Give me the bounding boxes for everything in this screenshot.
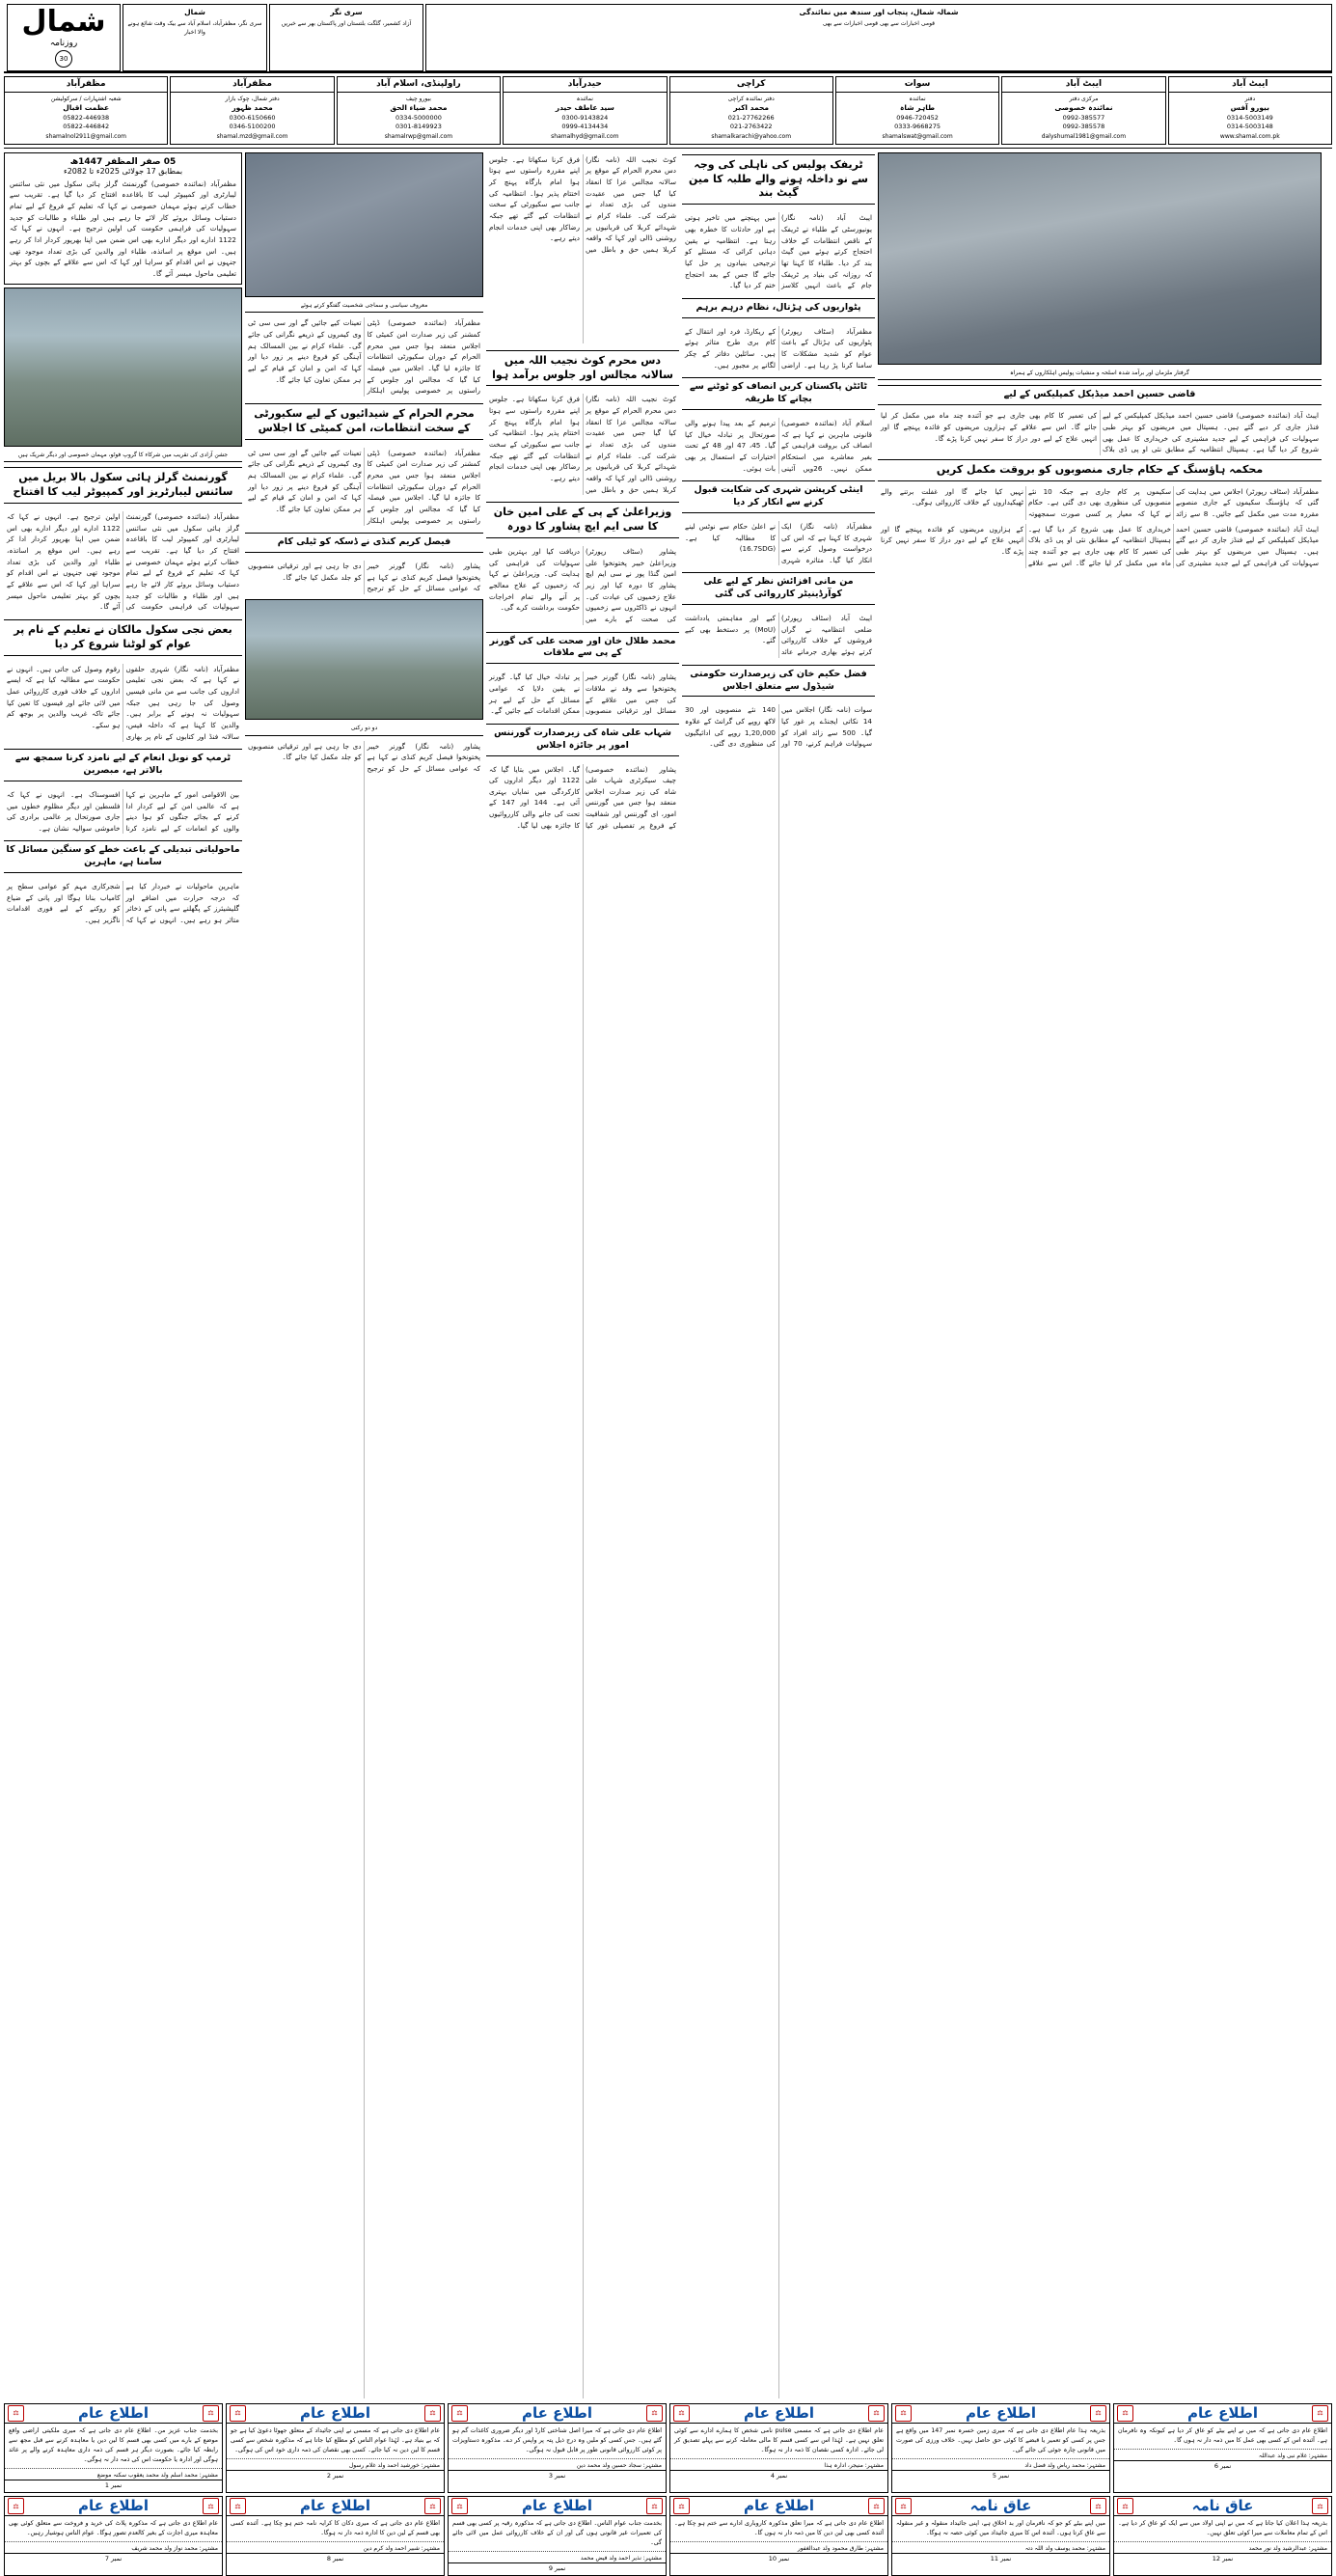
- office-phone-2: 05822-446842: [63, 123, 110, 131]
- office-email: dalyshumal1981@gmail.com: [1041, 132, 1127, 140]
- newspaper-logo: [7, 4, 121, 71]
- masthead-col3-head: شمالہ شمال، پنجاب اور سندھ میں نمائندگی: [799, 8, 959, 16]
- notice-card: [891, 2403, 1110, 2493]
- article-governor-meeting: پشاور (نامہ نگار) گورنر خیبر پختونخوا سے وفد نے ملاقات کی جس میں علاقے کے مسائل اور ترقیاتی منصوبوں پر تبادلہ خیال کیا گیا۔ گورنر نے یقین دلایا کہ عوامی مسائل کے حل کے لیے ہر ممکن اقدامات کیے جائیں گے۔: [489, 672, 676, 716]
- office-sub: دفتر: [1244, 96, 1256, 103]
- notice-number: نمبر 3: [449, 2470, 666, 2480]
- office-card: [835, 76, 999, 145]
- notice-number: نمبر 1: [5, 2480, 222, 2489]
- notice-body: اطلاع عام دی جاتی ہے کہ میں نے اپنے بیٹے کو عاق کر دیا ہے کیونکہ وہ نافرمان ہے۔ آئندہ اس کے کسی بھی عمل کا میں ذمہ دار نہ ہوں گا۔: [1118, 2426, 1327, 2444]
- issue-date: بمطابق 17 جولائی 2025ء تا 2082ء: [63, 166, 183, 176]
- seal-icon: ⚖: [8, 2405, 24, 2422]
- article-housing-dept: مظفرآباد (سٹاف رپورٹر) اجلاس میں ہدایت کی گئی کہ ہاؤسنگ سکیموں کے جاری منصوبے مقررہ مدت میں مکمل کیے جائیں۔ 8 سے زائد سکیموں پر کام جاری ہے جبکہ 10 نئے منصوبوں کی منظوری بھی دی گئی ہے۔ حکام نے کہا کہ معیار پر کسی صورت سمجھوتہ نہیں کیا جائے گا اور غفلت برتنے والے ٹھیکیداروں کے خلاف کارروائی ہوگی۔: [881, 486, 1319, 519]
- article-column2-tail: پشاور (نامہ نگار) گورنر خیبر پختونخوا فیصل کریم کنڈی نے کہا ہے کہ عوامی مسائل کے حل کو ترجیح دی جا رہی ہے اور ترقیاتی منصوبوں کو جلد مکمل کیا جائے گا۔: [248, 741, 480, 774]
- seal-icon: ⚖: [1117, 2405, 1133, 2422]
- seal-icon: ⚖: [868, 2405, 885, 2422]
- notice-header: [449, 2404, 666, 2424]
- notice-number: نمبر 12: [1114, 2553, 1331, 2562]
- notices-row-1: [4, 2403, 1332, 2493]
- article-col5-filler: ایبٹ آباد (نمائندہ خصوصی) قاضی حسین احمد میڈیکل کمپلیکس کے لیے فنڈز جاری کر دیے گئے ہیں۔ ہسپتال میں مریضوں کو بہتر طبی سہولیات کی فراہمی کے لیے جدید مشینری کی خریداری کا عمل بھی شروع کر دیا گیا ہے۔ ہسپتال انتظامیہ کے مطابق نئی او پی ڈی بلاک کی تعمیر کا کام بھی جاری ہے جو آئندہ چند ماہ میں مکمل کر لیا جائے گا۔ اس سے علاقے کے ہزاروں مریضوں کو فائدہ پہنچے گا اور انہیں علاج کے لیے دور دراز کا سفر نہیں کرنا پڑے گا۔: [881, 524, 1319, 567]
- headline-school-labs: گورنمنٹ گرلز ہائی سکول بالا بریل میں سائنس لیبارٹریز اور کمپیوٹر لیب کا افتتاح: [4, 467, 242, 504]
- office-card: [1168, 76, 1332, 145]
- seal-icon: ⚖: [203, 2498, 219, 2514]
- office-name: عظمت اقبال: [63, 103, 110, 113]
- masthead-col2-head: سری نگر: [330, 8, 363, 16]
- office-name: نمائندہ خصوصی: [1054, 103, 1113, 113]
- headline-climate: ماحولیاتی تبدیلی کے باعث خطے کو سنگین مسائل کا سامنا ہے، ماہرین: [4, 840, 242, 873]
- column-3: [486, 152, 679, 2400]
- logo-title: شمال: [21, 5, 106, 39]
- office-phone-2: 0301-8149923: [395, 123, 442, 131]
- office-name: بیورو آفس: [1230, 103, 1269, 113]
- notice-title: اطلاع عام: [521, 2404, 592, 2423]
- notice-header: [227, 2497, 444, 2516]
- office-phone: 021-27762266: [727, 113, 775, 122]
- seal-icon: ⚖: [451, 2498, 468, 2514]
- issue-hijri: 05 صفر المظفر 1447ھ: [69, 156, 177, 167]
- notice-number: نمبر 6: [1114, 2460, 1331, 2470]
- notice-body: اطلاع عام دی جاتی ہے کہ میرا تعلق مذکورہ کاروباری ادارے سے ختم ہو چکا ہے۔ آئندہ کسی بھی لین دین کا میں ذمہ دار نہ ہوں گا۔: [674, 2520, 884, 2537]
- notice-advertiser: مشتہر: خورشید احمد ولد غلام رسول: [227, 2458, 444, 2470]
- notice-title: اطلاع عام: [743, 2404, 814, 2423]
- notice-body: عام اطلاع دی جاتی ہے کہ مسمی نے اپنی جائیداد کے متعلق جھوٹا دعویٰ کیا ہے جو کہ بے بنیاد ہے۔ لہٰذا عوام الناس کو مطلع کیا جاتا ہے کہ مذکورہ شخص سے کسی قسم کا لین دین نہ کیا جائے۔ کسی بھی نقصان کی ذمہ داری خود اس کی ہوگی۔: [231, 2426, 440, 2453]
- headline-governance-review: شہاب علی شاہ کی زیرصدارت گورننس امور پر جائزہ اجلاس: [486, 724, 679, 756]
- notice-advertiser: مشتہر: غلام نبی ولد عبداللہ: [1114, 2449, 1331, 2460]
- notice-header: [449, 2497, 666, 2516]
- notice-number: نمبر 9: [449, 2562, 666, 2572]
- office-sub: مرکزی دفتر: [1069, 96, 1099, 103]
- office-card: [337, 76, 501, 145]
- notice-header: [670, 2404, 887, 2424]
- notice-header: [1114, 2404, 1331, 2424]
- office-city: مظفرآباد: [5, 77, 167, 93]
- headline-governor-meeting: محمد طلال خان اور صحت علی کی گورنر کے پی سے ملاقات: [486, 632, 679, 665]
- office-phone: 0300-9143824: [561, 113, 609, 122]
- headline-anticorruption: اینٹی کرپشن شہری کی شکایت قبول کرنے سے انکار کر دیا: [682, 480, 875, 513]
- photo-caption: معروف سیاسی و سماجی شخصیت گفتگو کرتے ہوئے: [245, 300, 483, 314]
- seal-icon: ⚖: [424, 2405, 441, 2422]
- office-phone-2: 021-2763422: [729, 123, 773, 131]
- main-content-grid: [4, 152, 1332, 2400]
- notice-advertiser: مشتہر: شبیر احمد ولد کرم دین: [227, 2541, 444, 2553]
- article-nobel-trump: بین الاقوامی امور کے ماہرین نے کہا ہے کہ عالمی امن کے لیے کردار ادا کرنے کے بجائے جنگوں کو ہوا دینے والوں کو انعامات کے لیے نامزد کرنا افسوسناک ہے۔ انہوں نے کہا کہ فلسطین اور دیگر مظلوم خطوں میں جاری صورتحال پر عالمی برادری کی خاموشی سوالیہ نشان ہے۔: [7, 789, 239, 833]
- headline-patwari-strike: پٹواریوں کی ہڑتال، نظام درہم برہم: [682, 298, 875, 318]
- editorial-text: مظفرآباد (نمائندہ خصوصی) گورنمنٹ گرلز ہائی سکول میں نئی سائنس لیبارٹری اور کمپیوٹر لیب کا باقاعدہ افتتاح کر دیا گیا ہے۔ تقریب سے خطاب کرتے ہوئے مہمان خصوصی نے کہا کہ تعلیم کے فروغ کے لیے تمام دستیاب وسائل بروئے کار لائے جا رہے ہیں اور طلباء و طالبات کو جدید سہولیات کی فراہمی حکومت کی اولین ترجیح ہے۔ انہوں نے کہا کہ 1122 ادارے اور دیگر ادارے بھی اس ضمن میں اپنا بھرپور کردار ادا کر رہے ہیں۔ اس موقع پر اساتذہ، طلباء اور والدین کی بڑی تعداد موجود تھی جنہوں نے اس اقدام کو سراہا اور کہا کہ اس سے علاقے کے بچوں کو بہتر تعلیمی ماحول میسر آئے گا۔: [10, 178, 236, 279]
- notice-title: اطلاع عام: [965, 2404, 1036, 2423]
- office-card: [669, 76, 833, 145]
- notice-card: [4, 2403, 223, 2493]
- notice-number: نمبر 4: [670, 2470, 887, 2480]
- seal-icon: ⚖: [646, 2405, 663, 2422]
- notice-card: [226, 2496, 445, 2576]
- notice-card: [226, 2403, 445, 2493]
- photo-caption-two-member: دو دو رکنی: [245, 723, 483, 736]
- masthead-column-3: [425, 4, 1332, 71]
- article-school-labs: مظفرآباد (نمائندہ خصوصی) گورنمنٹ گرلز ہائی سکول میں نئی سائنس لیبارٹری اور کمپیوٹر لیب کا باقاعدہ افتتاح کر دیا گیا ہے۔ تقریب سے خطاب کرتے ہوئے مہمان خصوصی نے کہا کہ تعلیم کے فروغ کے لیے تمام دستیاب وسائل بروئے کار لائے جا رہے ہیں اور طلباء و طالبات کو جدید سہولیات کی فراہمی حکومت کی اولین ترجیح ہے۔ انہوں نے کہا کہ 1122 ادارے اور دیگر ادارے بھی اس ضمن میں اپنا بھرپور کردار ادا کر رہے ہیں۔ اس موقع پر اساتذہ، طلباء اور والدین کی بڑی تعداد موجود تھی جنہوں نے اس اقدام کو سراہا اور کہا کہ اس سے علاقے کے بچوں کو بہتر تعلیمی ماحول میسر آئے گا۔: [7, 512, 239, 612]
- headline-private-schools: بعض نجی سکول مالکان نے تعلیم کے نام پر عوام کو لوٹنا شروع کر دیا: [4, 619, 242, 656]
- office-email: shamalnol2911@gmail.com: [45, 132, 126, 140]
- notice-card: [448, 2496, 667, 2576]
- notice-body: اطلاع عام دی جاتی ہے کہ میرا اصل شناختی کارڈ اور دیگر ضروری کاغذات گم ہو گئے ہیں۔ جس کسی کو ملیں وہ درج ذیل پتہ پر واپس کر دے۔ مذکورہ دستاویزات پر کوئی کارروائی قانونی طور پر قابل قبول نہ ہوگی۔: [452, 2426, 662, 2453]
- notice-title: اطلاع عام: [77, 2404, 149, 2423]
- headline-kundi-telecom: فیصل کریم کنڈی نے ڈسکہ کو ٹیلی کام: [245, 533, 483, 553]
- article-anticorruption: مظفرآباد (نامہ نگار) ایک شہری کا کہنا ہے کہ اس کی درخواست وصول کرنے سے انکار کیا گیا۔ متاثرہ شہری نے اعلیٰ حکام سے نوٹس لینے کا مطالبہ کیا ہے۔ (16.7SDG): [685, 521, 872, 564]
- office-phone-2: 0992-385578: [1062, 123, 1105, 131]
- notice-body: عام اطلاع دی جاتی ہے کہ مسمی pulse نامی شخص کا ہمارے ادارے سے کوئی تعلق نہیں ہے۔ لہٰذا اس سے کسی قسم کا مالی معاملہ کرنے سے پہلے تصدیق کر لی جائے۔ ادارہ کسی نقصان کا ذمہ دار نہ ہوگا۔: [674, 2426, 884, 2453]
- notice-advertiser: مشتہر: محمد ریاض ولد فضل داد: [892, 2458, 1109, 2470]
- photo-portrait-politician: [245, 152, 483, 297]
- office-city: ایبٹ آباد: [1002, 77, 1164, 93]
- office-phone-2: 0346-5100200: [229, 123, 276, 131]
- notice-header: [5, 2497, 222, 2516]
- notice-header: [892, 2404, 1109, 2424]
- photo-police-seizure: [878, 152, 1322, 365]
- seal-icon: ⚖: [673, 2405, 690, 2422]
- column-2: [245, 152, 483, 2400]
- masthead-column-1: [123, 4, 267, 71]
- masthead: [4, 4, 1332, 73]
- office-sub: دفتر شمال، چوک بازار: [225, 96, 280, 103]
- office-phone-2: 0314-5003148: [1226, 123, 1273, 131]
- issue-dateline-box: [4, 152, 242, 285]
- office-phone-2: 0333-9668275: [894, 123, 941, 131]
- seal-icon: ⚖: [1312, 2405, 1328, 2422]
- notice-card: [669, 2496, 888, 2576]
- office-name: محمد اکبر: [733, 103, 770, 113]
- column-5: [878, 152, 1322, 2400]
- seal-icon: ⚖: [1117, 2498, 1133, 2514]
- article-traffic-police: ایبٹ آباد (نامہ نگار) یونیورسٹی کے طلباء نے ٹریفک کے ناقص انتظامات کے خلاف احتجاج کرتے ہوئے مین گیٹ بند کر دیا۔ طلباء کا کہنا تھا کہ روزانہ کی بنیاد پر ٹریفک جام کے باعث انہیں کلاسز میں پہنچنے میں تاخیر ہوتی ہے اور حادثات کا خطرہ بھی رہتا ہے۔ انتظامیہ نے یقین دہانی کرائی کہ مسئلے کو ترجیحی بنیادوں پر حل کیا جائے گا جس کے بعد احتجاج ختم کر دیا گیا۔: [685, 213, 872, 290]
- logo-subtitle: روزنامہ: [49, 39, 78, 48]
- notice-card: [669, 2403, 888, 2493]
- notice-title: عاق نامہ: [1191, 2497, 1254, 2515]
- photo-caption: گرفتار ملزمان اور برآمد شدہ اسلحہ و منشیات پولیس اہلکاروں کے ہمراہ: [878, 368, 1322, 381]
- seal-icon: ⚖: [203, 2405, 219, 2422]
- article-col3-top: کوٹ نجیب اللہ (نامہ نگار) دس محرم الحرام کے موقع پر سالانہ مجالس عزا کا انعقاد کیا گیا جس میں عقیدت مندوں کی بڑی تعداد نے شرکت کی۔ علماء کرام نے شہدائے کربلا کی قربانیوں پر روشنی ڈالی اور کہا کہ واقعہ کربلا ہمیں حق و باطل میں فرق کرنا سکھاتا ہے۔ جلوس اپنے مقررہ راستوں سے ہوتا ہوا امام بارگاہ پہنچ کر اختتام پذیر ہوا۔ انتظامیہ کی جانب سے سکیورٹی کے سخت انتظامات کیے گئے تھے جبکہ رضاکار بھی اپنی خدمات انجام دیتے رہے۔: [489, 154, 676, 255]
- notice-title: اطلاع عام: [1186, 2404, 1258, 2423]
- article-muharram-security: مظفرآباد (نمائندہ خصوصی) ڈپٹی کمشنر کی زیر صدارت امن کمیٹی کا اجلاس منعقد ہوا جس میں محرم الحرام کے دوران سکیورٹی انتظامات کا جائزہ لیا گیا۔ اجلاس میں فیصلہ کیا گیا کہ مجالس اور جلوس کے راستوں پر خصوصی پولیس اہلکار تعینات کیے جائیں گے اور سی سی ٹی وی کیمروں کے ذریعے نگرانی کی جائے گی۔ علماء کرام نے بین المسالک ہم آہنگی کو فروغ دینے پر زور دیا اور کہا کہ امن و امان کے قیام کے لیے ہر ممکن تعاون کیا جائے گا۔: [248, 448, 480, 525]
- office-card: [170, 76, 334, 145]
- office-city: کراچی: [670, 77, 832, 93]
- office-email: shamal.mzd@gmail.com: [216, 132, 288, 140]
- seal-icon: ⚖: [868, 2498, 885, 2514]
- notice-body: بذریعہ ہذا عام اطلاع دی جاتی ہے کہ میری زمین خسرہ نمبر 147 میں واقع ہے جس پر کسی کو تعمیر یا قبضے کا کوئی حق حاصل نہیں۔ خلاف ورزی کی صورت میں قانونی چارہ جوئی کی جائے گی۔: [896, 2426, 1106, 2453]
- office-phone: 0334-5000000: [395, 113, 442, 122]
- office-city: راولپنڈی، اسلام آباد: [338, 77, 500, 93]
- notice-number: نمبر 2: [227, 2470, 444, 2480]
- article-cm-cmh-visit: پشاور (سٹاف رپورٹر) وزیراعلیٰ خیبر پختونخوا علی امین گنڈا پور نے سی ایم ایچ پشاور کا دورہ کیا اور زیر علاج زخمیوں کی عیادت کی۔ انہوں نے ڈاکٹروں سے زخمیوں کی صحت کے بارے میں دریافت کیا اور بہترین طبی سہولیات کی فراہمی کی ہدایت کی۔ وزیراعلیٰ نے کہا کہ زخمیوں کے علاج معالجے پر آنے والے تمام اخراجات حکومت برداشت کرے گی۔: [489, 547, 676, 623]
- article-price-control: ایبٹ آباد (سٹاف رپورٹر) ضلعی انتظامیہ نے گراں فروشوں کے خلاف کارروائی کرتے ہوئے بھاری جرمانے عائد کیے اور مفاہمتی یادداشت (MoU) پر دستخط بھی کیے گئے۔: [685, 614, 872, 657]
- notice-number: نمبر 7: [5, 2553, 222, 2562]
- office-name: سید عاطف حیدر: [555, 103, 614, 113]
- office-email: shamalhyd@gmail.com: [551, 132, 619, 140]
- seal-icon: ⚖: [646, 2498, 663, 2514]
- seal-icon: ⚖: [1312, 2498, 1328, 2514]
- notice-header: [5, 2404, 222, 2424]
- headline-cm-cmh-visit: وزیراعلیٰ کے پی کے علی امین خان کا سی ایم ایچ پشاور کا دورہ: [486, 502, 679, 538]
- article-medical-complex: ایبٹ آباد (نمائندہ خصوصی) قاضی حسین احمد میڈیکل کمپلیکس کے لیے فنڈز جاری کر دیے گئے ہیں۔ ہسپتال میں مریضوں کو بہتر طبی سہولیات کی فراہمی کے لیے جدید مشینری کی خریداری کا عمل بھی شروع کر دیا گیا ہے۔ ہسپتال انتظامیہ کے مطابق نئی او پی ڈی بلاک کی تعمیر کا کام بھی جاری ہے جو آئندہ چند ماہ میں مکمل کر لیا جائے گا۔ اس سے علاقے کے ہزاروں مریضوں کو فائدہ پہنچے گا اور انہیں علاج کے لیے دور دراز کا سفر نہیں کرنا پڑے گا۔: [881, 411, 1319, 454]
- photo-group-officials: [4, 288, 242, 447]
- notice-header: [1114, 2497, 1331, 2516]
- headline-traffic-police: ٹریفک پولیس کی ناہلی کی وجہ سے نو داخلہ ہونے والے طلبہ کا مین گیٹ بند: [682, 154, 875, 206]
- office-phone: 0314-5003149: [1226, 113, 1273, 122]
- notice-title: اطلاع عام: [743, 2497, 814, 2515]
- office-sub: نمائندہ: [576, 96, 593, 103]
- office-sub: شعبہ اشتہارات / سرکولیشن: [50, 96, 122, 103]
- notice-body: عام اطلاع دی جاتی ہے کہ مذکورہ پلاٹ کی خرید و فروخت سے متعلق کوئی بھی معاہدہ میری اجازت کے بغیر کالعدم تصور ہوگا۔ عوام الناس ہوشیار رہیں۔: [9, 2520, 218, 2537]
- notice-title: اطلاع عام: [299, 2497, 370, 2515]
- seal-icon: ⚖: [230, 2405, 246, 2422]
- masthead-col3-text: قومی اخبارات سے بھی قومی اخبارات سے بھی: [822, 20, 936, 28]
- office-email: shamalswat@gmail.com: [882, 132, 953, 140]
- article-kot-najeebullah: کوٹ نجیب اللہ (نامہ نگار) دس محرم الحرام کے موقع پر سالانہ مجالس عزا کا انعقاد کیا گیا جس میں عقیدت مندوں کی بڑی تعداد نے شرکت کی۔ علماء کرام نے شہدائے کربلا کی قربانیوں پر روشنی ڈالی اور کہا کہ واقعہ کربلا ہمیں حق و باطل میں فرق کرنا سکھاتا ہے۔ جلوس اپنے مقررہ راستوں سے ہوتا ہوا امام بارگاہ پہنچ کر اختتام پذیر ہوا۔ انتظامیہ کی جانب سے سکیورٹی کے سخت انتظامات کیے گئے تھے جبکہ رضاکار بھی اپنی خدمات انجام دیتے رہے۔: [489, 395, 676, 494]
- article-patwari-strike: مظفرآباد (سٹاف رپورٹر) پٹواریوں کی ہڑتال کے باعث عوام کو شدید مشکلات کا سامنا کرنا پڑ رہا ہے۔ اراضی کے ریکارڈ، فرد اور انتقال کے کام بری طرح متاثر ہوئے ہیں۔ سائلین دفاتر کے چکر لگانے پر مجبور ہیں۔: [685, 326, 872, 370]
- seal-icon: ⚖: [451, 2405, 468, 2422]
- notice-title: اطلاع عام: [521, 2497, 592, 2515]
- notice-advertiser: مشتہر: نذیر احمد ولد فیض محمد: [449, 2551, 666, 2562]
- masthead-col1-text: سری نگر، مظفرآباد، اسلام آباد سے بیک وقت شائع ہونے والا اخبار: [127, 20, 262, 37]
- office-card: [4, 76, 168, 145]
- notice-advertiser: مشتہر: طارق محمود ولد عبدالغفور: [670, 2541, 887, 2553]
- headline-muharram-security: محرم الحرام کے شیدائیوں کے لیے سکیورٹی کے سخت انتظامات، امن کمیٹی کا اجلاس: [245, 403, 483, 440]
- seal-icon: ⚖: [1090, 2405, 1106, 2422]
- column-4: [682, 152, 875, 2400]
- notice-body: میں اپنے بیٹے کو جو کہ نافرمان اور بد اخلاق ہے، اپنی جائیداد منقولہ و غیر منقولہ سے عاق کرتا ہوں۔ آئندہ اس کا میری جائیداد میں کوئی حصہ نہ ہوگا۔: [896, 2520, 1105, 2537]
- office-phone-2: 0999-4134434: [561, 123, 609, 131]
- column-1: [4, 152, 242, 2400]
- masthead-column-2: [269, 4, 423, 71]
- notice-body: اطلاع عام دی جاتی ہے کہ میری دکان کا کرایہ نامہ ختم ہو چکا ہے۔ آئندہ کسی بھی قسم کے لین دین کا ادارہ ذمہ دار نہ ہوگا۔: [231, 2520, 440, 2537]
- offices-strip: [4, 76, 1332, 149]
- headline-justice-system: ٹائٹن پاکستان کریں انصاف کو ٹوٹنے سے بچانے کا طریقہ: [682, 377, 875, 410]
- seal-icon: ⚖: [424, 2498, 441, 2514]
- notice-advertiser: مشتہر: منیجر، ادارہ ہذا: [670, 2458, 887, 2470]
- seal-icon: ⚖: [230, 2498, 246, 2514]
- masthead-col1-head: شمال: [184, 8, 205, 16]
- headline-kot-najeebullah: دس محرم کوٹ نجیب اللہ میں سالانہ مجالس اور جلوس برآمد ہوا: [486, 350, 679, 387]
- office-sub: دفتر نمائندہ کراچی: [727, 96, 775, 103]
- office-email: shamalkarachi@yahoo.com: [711, 132, 792, 140]
- notice-title: اطلاع عام: [77, 2497, 149, 2515]
- headline-medical-complex: قاضی حسین احمد میڈیکل کمپلیکس کے لیے: [878, 385, 1322, 405]
- office-phone: 0946-720452: [896, 113, 939, 122]
- office-card: [503, 76, 667, 145]
- office-phone: 05822-446938: [63, 113, 110, 122]
- notice-title: اطلاع عام: [299, 2404, 370, 2423]
- headline-housing-dept: محکمہ ہاؤسنگ کے حکام جاری منصوبوں کو بروقت مکمل کریں: [878, 459, 1322, 481]
- article-governance-review: پشاور (نمائندہ خصوصی) چیف سیکرٹری شہاب علی شاہ کی زیر صدارت اجلاس منعقد ہوا جس میں گورننس امور، ای گورننس اور شفافیت کے فروغ پر تفصیلی غور کیا گیا۔ اجلاس میں بتایا گیا کہ 1122 اور دیگر اداروں کی کارکردگی میں نمایاں بہتری آئی ہے۔ 144 اور 147 کے تحت کی جانے والی کارروائیوں کا جائزہ بھی لیا گیا۔: [489, 764, 676, 830]
- article-kundi-telecom: پشاور (نامہ نگار) گورنر خیبر پختونخوا فیصل کریم کنڈی نے کہا ہے کہ عوامی مسائل کے حل کو ترجیح دی جا رہی ہے اور ترقیاتی منصوبوں کو جلد مکمل کیا جائے گا۔: [248, 562, 480, 593]
- article-private-schools: مظفرآباد (نامہ نگار) شہری حلقوں نے کہا ہے کہ بعض نجی تعلیمی اداروں کی جانب سے من مانی فیسیں وصول کی جا رہی ہیں جبکہ سہولیات نہ ہونے کے برابر ہیں۔ والدین کا کہنا ہے کہ داخلہ فیس، سالانہ فنڈ اور کتابوں کے نام پر بھاری رقوم وصول کی جاتی ہیں۔ انہوں نے حکومت سے مطالبہ کیا ہے کہ ایسے اداروں کے خلاف فوری کارروائی عمل میں لائی جائے اور فیسوں کا تعین کیا جائے تاکہ غریب والدین پر بوجھ کم ہو سکے۔: [7, 664, 239, 741]
- logo-badge: 30: [55, 50, 72, 68]
- office-email: www.shamal.com.pk: [1219, 132, 1280, 140]
- notice-header: [670, 2497, 887, 2516]
- notice-card: [4, 2496, 223, 2576]
- seal-icon: ⚖: [673, 2498, 690, 2514]
- notice-header: [892, 2497, 1109, 2516]
- notice-number: نمبر 10: [670, 2553, 887, 2562]
- seal-icon: ⚖: [895, 2405, 912, 2422]
- notice-advertiser: مشتہر: عبدالرشید ولد نور محمد: [1114, 2541, 1331, 2553]
- notice-header: [227, 2404, 444, 2424]
- office-name: محمد ضیاء الحق: [390, 103, 448, 113]
- office-sub: نمائندہ: [909, 96, 926, 103]
- office-phone: 0300-6150660: [229, 113, 276, 122]
- notice-card: [1113, 2403, 1332, 2493]
- notice-card: [448, 2403, 667, 2493]
- article-climate: ماہرین ماحولیات نے خبردار کیا ہے کہ درجہ حرارت میں اضافے اور گلیشیئرز کے پگھلنے سے پانی کے ذخائر متاثر ہو رہے ہیں۔ انہوں نے کہا کہ شجرکاری مہم کو عوامی سطح پر کامیاب بنانا ہوگا اور پانی کے ضیاع کو روکنے کے لیے فوری اقدامات ناگزیر ہیں۔: [7, 882, 239, 925]
- notice-body: بخدمت جناب عوام الناس۔ اطلاع دی جاتی ہے کہ مذکورہ رقبہ پر کسی بھی قسم کی تعمیرات غیر قانونی ہوں گی اور ان کے خلاف کارروائی عمل میں لائی جائے گی۔: [452, 2520, 662, 2547]
- seal-icon: ⚖: [1090, 2498, 1106, 2514]
- notice-advertiser: مشتہر: محمد یوسف ولد اللہ دتہ: [892, 2541, 1109, 2553]
- notice-number: نمبر 8: [227, 2553, 444, 2562]
- notices-row-2: [4, 2496, 1332, 2576]
- office-phone: 0992-385577: [1062, 113, 1105, 122]
- office-sub: بیورو چیف: [405, 96, 431, 103]
- office-city: حیدرآباد: [504, 77, 666, 93]
- office-email: shamalrwp@gmail.com: [384, 132, 453, 140]
- headline-nobel-trump: ٹرمپ کو نوبل انعام کے لیے نامزد کرنا سمجھ سے بالاتر ہے، مبصرین: [4, 749, 242, 781]
- notice-advertiser: مشتہر: محمد نواز ولد محمد شریف: [5, 2541, 222, 2553]
- photo-three-men: [245, 599, 483, 720]
- notice-advertiser: مشتہر: سجاد حسین ولد محمد دین: [449, 2458, 666, 2470]
- notice-advertiser: مشتہر: محمد اسلم ولد محمد یعقوب سکنہ موضع: [5, 2468, 222, 2480]
- office-city: ایبٹ آباد: [1169, 77, 1331, 93]
- masthead-col2-text: آزاد کشمیر، گلگت بلتستان اور پاکستان بھر سے خبریں: [281, 20, 412, 28]
- office-card: [1001, 76, 1165, 145]
- notice-number: نمبر 11: [892, 2553, 1109, 2562]
- seal-icon: ⚖: [8, 2498, 24, 2514]
- notice-card: [1113, 2496, 1332, 2576]
- seal-icon: ⚖: [895, 2498, 912, 2514]
- notice-number: نمبر 5: [892, 2470, 1109, 2480]
- office-name: محمد ظہور: [232, 103, 273, 113]
- office-city: مظفرآباد: [171, 77, 333, 93]
- notice-body: بخدمت جناب عزیز من۔ اطلاع عام دی جاتی ہے کہ میری ملکیتی اراضی واقع موضع کے بارے میں کسی بھی قسم کا لین دین یا معاہدہ کرنے سے قبل مجھ سے رابطہ کیا جائے۔ بصورت دیگر ہر قسم کی ذمہ داری معاہدہ کرنے والے پر عائد ہوگی اور ادارہ یا حکومت اس کی ذمہ دار نہ ہوگی۔: [9, 2426, 218, 2463]
- notice-card: [891, 2496, 1110, 2576]
- article-portrait-lead: مظفرآباد (نمائندہ خصوصی) ڈپٹی کمشنر کی زیر صدارت امن کمیٹی کا اجلاس منعقد ہوا جس میں محرم الحرام کے دوران سکیورٹی انتظامات کا جائزہ لیا گیا۔ اجلاس میں فیصلہ کیا گیا کہ مجالس اور جلوس کے راستوں پر خصوصی پولیس اہلکار تعینات کیے جائیں گے اور سی سی ٹی وی کیمروں کے ذریعے نگرانی کی جائے گی۔ علماء کرام نے بین المسالک ہم آہنگی کو فروغ دینے پر زور دیا اور کہا کہ امن و امان کے قیام کے لیے ہر ممکن تعاون کیا جائے گا۔: [248, 318, 480, 396]
- notice-title: عاق نامہ: [969, 2497, 1032, 2515]
- photo-caption: جشن آزادی کی تقریب میں شرکاء کا گروپ فوٹو، مہمان خصوصی اور دیگر شریک ہیں: [4, 450, 242, 463]
- office-city: سوات: [836, 77, 998, 93]
- headline-fazal-hakeem-meeting: فضل حکیم خان کی زیرصدارت حکومتی شیڈول سے متعلق اجلاس: [682, 665, 875, 698]
- notice-body: بذریعہ ہذا اعلان کیا جاتا ہے کہ میں نے اپنی اولاد میں سے ایک کو عاق کر دیا ہے۔ اس کے تمام معاملات سے میرا کوئی تعلق نہیں۔: [1118, 2520, 1327, 2537]
- article-justice-system: اسلام آباد (نمائندہ خصوصی) قانونی ماہرین نے کہا ہے کہ انصاف کی بروقت فراہمی کے بغیر معاشرے میں استحکام ممکن نہیں۔ 26ویں آئینی ترمیم کے بعد پیدا ہونے والی صورتحال پر تبادلہ خیال کیا گیا۔ 45، 47 اور 48 کے تحت اختیارات کے استعمال پر بھی بات ہوئی۔: [685, 418, 872, 473]
- article-fazal-hakeem-meeting: سوات (نامہ نگار) اجلاس میں 14 نکاتی ایجنڈے پر غور کیا گیا۔ 500 سے زائد افراد کو سہولیات فراہم کرنے، 70 اور 140 نئے منصوبوں اور 30 لاکھ روپے کی گرانٹ کے علاوہ 1,20,000 روپے کی ادائیگیوں کی منظوری دی گئی۔: [685, 705, 872, 749]
- office-name: طاہر شاہ: [899, 103, 936, 113]
- headline-price-control: من مانی افزائش نظر کے لیے علی کوآرڈینیٹر کارروائی کی گئی: [682, 572, 875, 605]
